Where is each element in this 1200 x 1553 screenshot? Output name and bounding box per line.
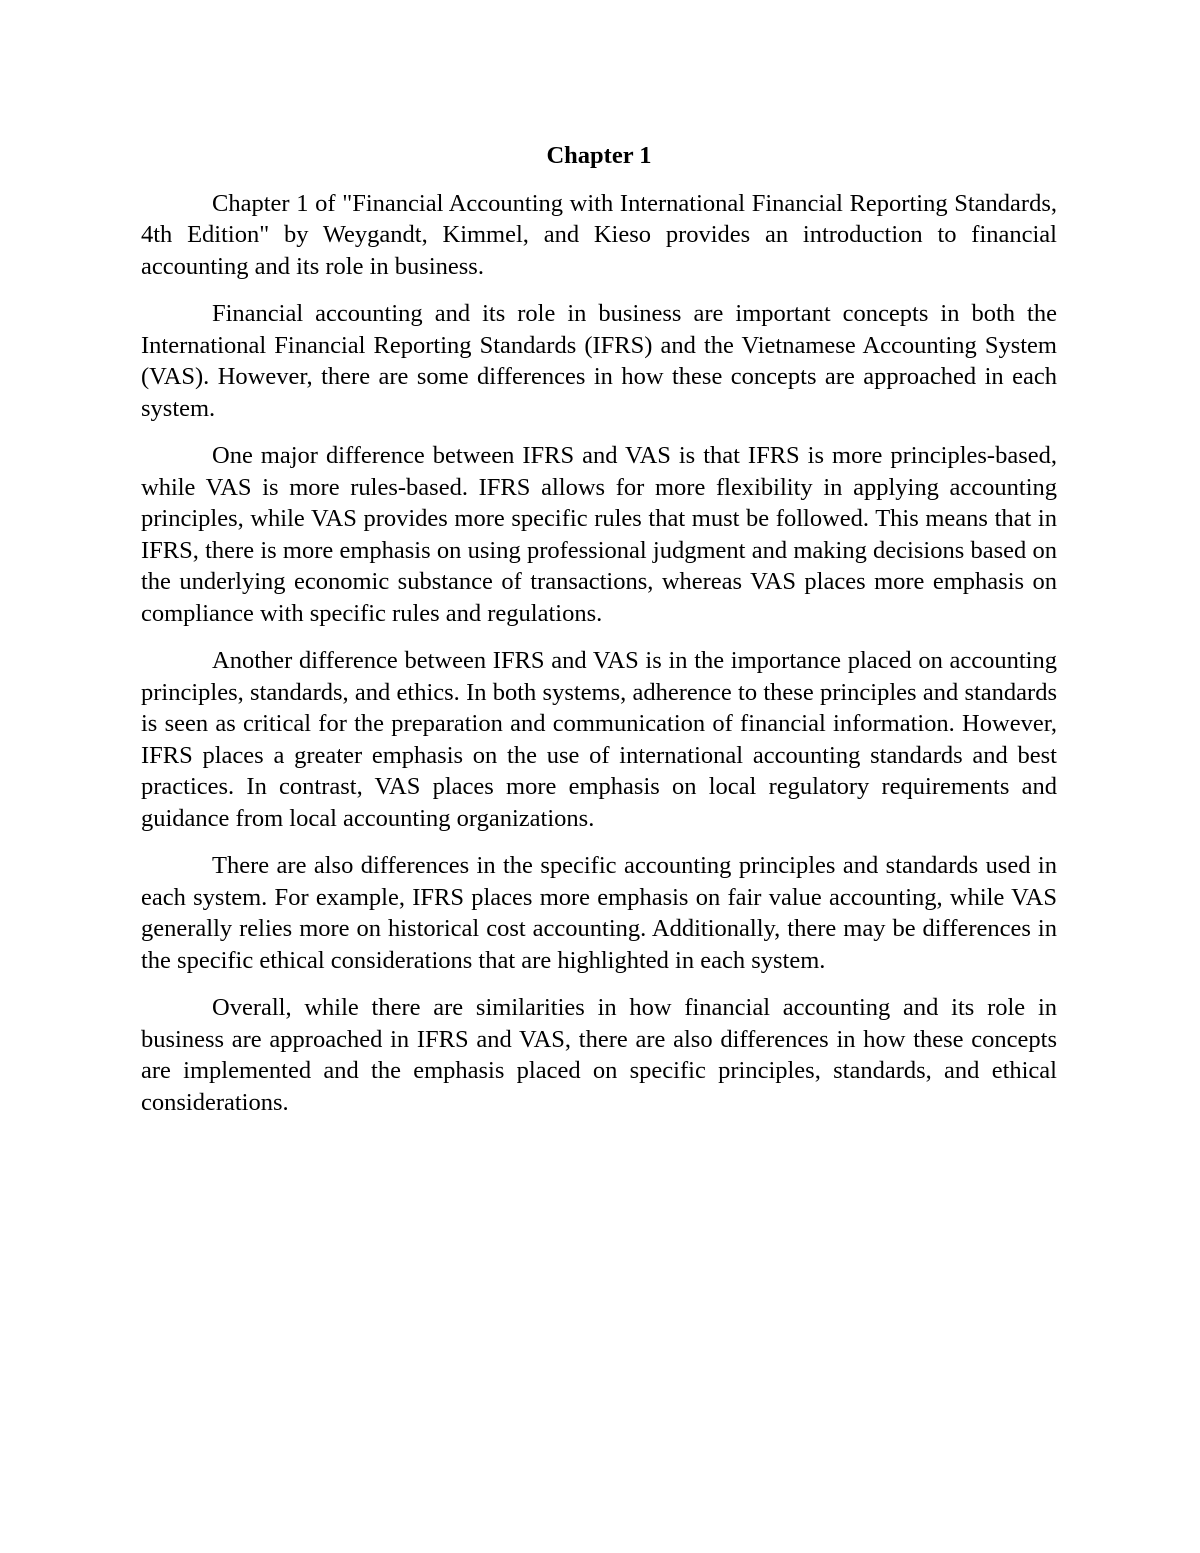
paragraph-specific-differences: There are also differences in the specific accounting principles and standards used in each system. For example, IFRS places more emphasis on fair value accounting, while VAS generally relies more on historical cost accounting. Additionally, there may be differences in the specific ethical considerations that are highlighted in each system. — [141, 852, 1057, 974]
document-body — [141, 140, 1057, 1134]
paragraph-intro: Chapter 1 of "Financial Accounting with International Financial Reporting Standards, 4th Edition" by Weygandt, Kimmel, and Kieso provides an introduction to financial accounting and its role in business. — [141, 189, 1057, 280]
chapter-title: Chapter 1 — [546, 142, 652, 169]
paragraph-conclusion: Overall, while there are similarities in how financial accounting and its role in business are approached in IFRS and VAS, there are also differences in how these concepts are implemented and the emphasis placed on specific principles, standards, and ethical considerations. — [141, 994, 1057, 1116]
paragraph-standards-ethics: Another difference between IFRS and VAS is in the importance placed on accounting principles, standards, and ethics. In both systems, adherence to these principles and standards is seen as critical for the preparation and communication of financial information. However, IFRS places a greater emphasis on the use of international accounting standards and best practices. In contrast, VAS places more emphasis on local regulatory requirements and guidance from local accounting organizations. — [141, 647, 1057, 832]
paragraph-overview: Financial accounting and its role in business are important concepts in both the International Financial Reporting Standards (IFRS) and the Vietnamese Accounting System (VAS). However, there are some differences in how these concepts are approached in each system. — [141, 300, 1057, 422]
paragraph-principles-vs-rules: One major difference between IFRS and VAS is that IFRS is more principles-based, while VAS is more rules-based. IFRS allows for more flexibility in applying accounting principles, while VAS provides more specific rules that must be followed. This means that in IFRS, there is more emphasis on using professional judgment and making decisions based on the underlying economic substance of transactions, whereas VAS places more emphasis on compliance with specific rules and regulations. — [141, 442, 1057, 627]
